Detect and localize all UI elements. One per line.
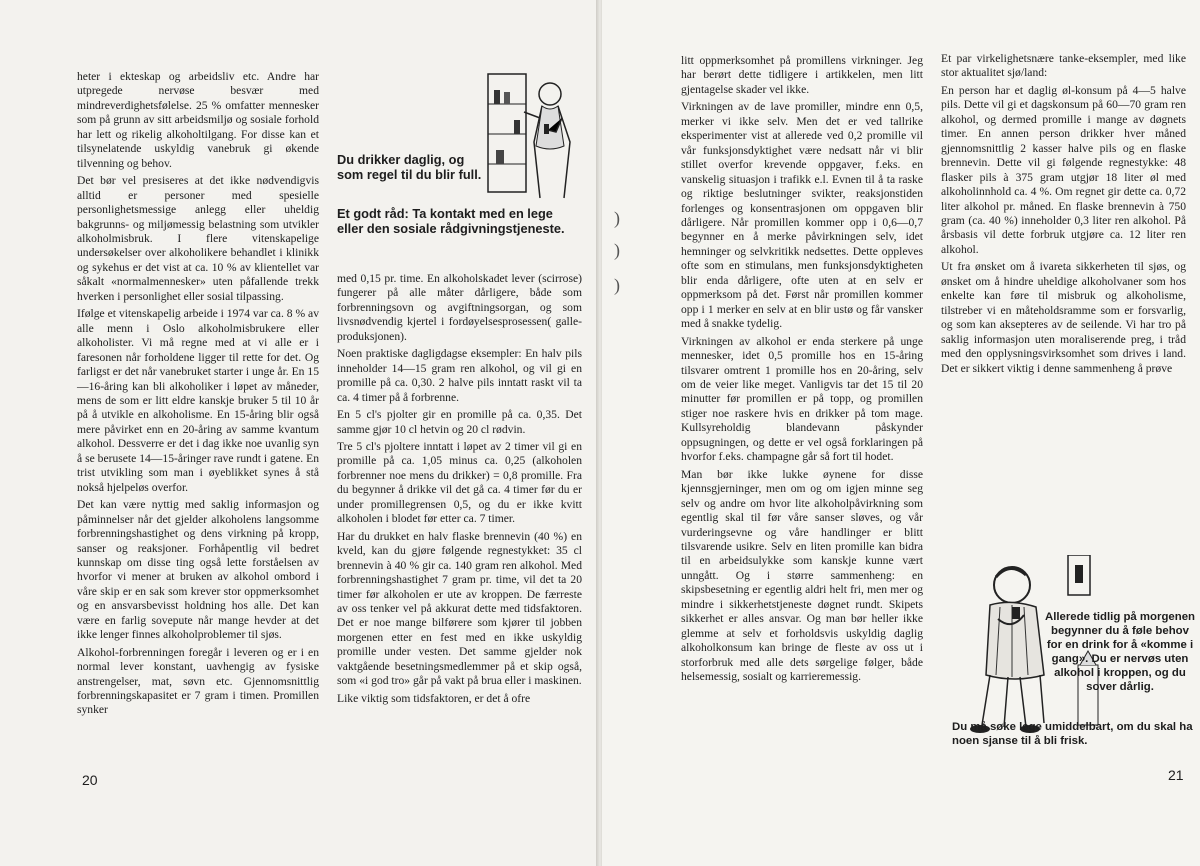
- left-page: [0, 0, 598, 866]
- paragraph: Ifølge et vitenskapelig arbeide i 1974 var ca. 8 % av alle menn i Oslo alkoholmisbrukere eller alkoholister. Vi må regne med at vi alle er i faresonen når forholdene ligger til rette for det. Og farligst er det når vanebruket starter i unge år. En 15—16-åring kan bli alkoholiker i løpet av måneder, mens de som er litt eldre kanskje bruker 5 til 10 år på å utvikle en alkoholisme. En 15-åring blir også mere påvirket enn en 20-åring av samme kvantum alkohol. Dessverre er det i dag ikke noe uvanlig syn å se berusete 14—15-åringer rave rundt i gatene. En trist utvikling som man i øyeblikket synes å stå nokså hjelpeløs overfor.: [77, 307, 319, 494]
- paragraph: Virkningen av alkohol er enda sterkere på unge mennesker, idet 0,5 promille hos en 15-åring tilsvarer omtrent 1 promille hos en 20-åring, selv om de veier like meget. Vanligvis tar det 15 til 20 minutter før promillen er på topp, og promillen stiger noe raskere hvis en drikker på tom mage. Kullsyreholdig blandevann påskynder oppsugningen, og dette er vel også forklaringen på hvorfor f.eks. champagne går så fort til hodet.: [681, 334, 923, 464]
- caption-bold-2: Et godt råd: Ta kontakt med en lege eller den sosiale rådgivningstjeneste.: [337, 206, 565, 236]
- paren-mark: ): [614, 208, 620, 228]
- caption-bold-1: Du drikker daglig, og som regel til du blir full.: [337, 152, 482, 182]
- paragraph: Tre 5 cl's pjoltere inntatt i løpet av 2 timer vil gi en promille på ca. 1,05 minus ca. 0,25 (alkoholen forbrenner noe mens du drikker) = 0,8 promille. Fra du begynner å drikke vil det gå ca. 4 timer før du er under promillegrensen 0,5, og du er ikke kvitt alkoholen i blodet før etter ca. 7 timer.: [337, 439, 582, 526]
- paragraph: Like viktig som tidsfaktoren, er det å ofre: [337, 691, 531, 705]
- caption-bold-3: Allerede tidlig på morgenen begynner du å føle behov for en drink for å «komme i gang». Du er nervøs uten alkohol i kroppen, og du sover dårlig.: [1044, 611, 1195, 693]
- paren-mark: ): [614, 275, 620, 295]
- paragraph: Et par virkelighetsnære tanke-eksempler, med like stor aktualitet sjø/land:: [941, 52, 1186, 80]
- right-column-1: [681, 54, 923, 687]
- left-column-1: [77, 70, 319, 721]
- man-at-refrigerator-illustration: [486, 72, 586, 202]
- paragraph: med 0,15 pr. time. En alkoholskadet lever (scirrose) fungerer på alle måter dårligere, både som forbrenningsovn og avgiftningsorgan, og som livsnødvendig kjertel i fordøyelsesprosessen( galle-produksjonen).: [337, 272, 582, 343]
- page-number-right: 21: [1168, 767, 1184, 783]
- paragraph: En 5 cl's pjolter gir en promille på ca. 0,35. Det samme gjør 10 cl hetvin og 20 cl rødvin.: [337, 408, 582, 436]
- paragraph: En person har et daglig øl-konsum på 4—5 halve pils. Dette vil gi et dagskonsum på 60—70 gram ren alkohol, og dermed promille i mange av døgnets timer. En annen person drikker hver måned gjennomsnittlig 2 kasser halve pils og en flaske brennevin. Dette vil gi følgende regnestykke: 48 flasker pils à 375 gram utgjør 18 liter øl med alkoholinnhold ca. 4 %. Om regnet gir dette ca. 0,72 liter alkohol pr. måned. En flaske brennevin à 750 gram (ca. 40 %) inneholder 0,3 liter ren alkohol. På årsbasis vil dette forbruk utgjøre ca. 12 liter ren alkohol.: [941, 83, 1186, 256]
- paragraph: heter i ekteskap og arbeidsliv etc. Andre har utpregede nervøse besvær med mindreverdighetsfølelse. 25 % omfatter mennesker som på grunn av sitt arbeidsmiljø og sosiale forhold har lett og rikelig alkoholtilgang. For disse kan et tilsynelatende uskyldig vanebruk gi økende tilvenning og behov.: [77, 70, 319, 170]
- caption-bold-4: Du må søke lege umiddelbart, om du skal ha noen sjanse til å bli frisk.: [952, 721, 1193, 747]
- paragraph: Virkningen av de lave promiller, mindre enn 0,5, merker vi ikke selv. Men det er ved tallrike eksperimenter vist at allerede ved 0,2 promille vil vår funksjonsdyktighet være nedsatt når vi blir stillet overfor krevende oppgaver, f.eks. en vanskelig situasjon i trafikk e.l. Evnen til å ta raske og riktige beslutninger svikter, reaksjonstiden forlenges og konsentrasjonen om oppgaven blir dårligere. Når promillen kommer opp i 0,6—0,7 begynner en å merke påvirkningen selv, idet hemninger og selvkritikk nedsettes. Dette oppleves ofte som en stimulans, men funksjonsdyktigheten blir enda dårligere, ofte uten at en selv er oppmerksom på det. Først når promillen kommer opp i 1 merker en selv at en blir ustø og får vansker med å snakke tydelig.: [681, 100, 923, 331]
- paragraph: litt oppmerksomhet på promillens virkninger. Jeg har berørt dette tidligere i artikkelen, men litt gjentagelse skader vel ikke.: [681, 54, 923, 96]
- paragraph: Ut fra ønsket om å ivareta sikkerheten til sjøs, og ønsket om å hindre uheldige alkoholvaner som hos enkelte kan føre til misbruk og alkoholisme, tilstreber vi en måteholdsramme som er forsvarlig, og som kan aksepteres av de seilende. Vi har tro på saklig informasjon uten moraliserende preg, i tråd med den opplysningsvirksomhet som drives i land. Det er sikkert viktig i denne sammenheng å prøve: [941, 260, 1186, 375]
- right-column-2: [941, 52, 1186, 379]
- paragraph: Har du drukket en halv flaske brennevin (40 %) en kveld, kan du gjøre følgende regnestykket: 35 cl brennevin à 40 % gir ca. 140 gram ren alkohol. Med forbrenningshastighet 7 gram pr. time, vil det ta 20 timer før alkoholen er ute av kroppen. De færreste av oss tenker vel på akkurat dette med tidsfaktoren. Det er noe mange bilførere som kjører til jobben morgenen etter en fest med en ikke uskyldig promille under vesten. Det samme gjelder nok vaktgående besetningsmedlemmer på et skip også, som «i god tro» går på vakt på brua eller i maskinen.: [337, 529, 582, 688]
- paragraph: Det kan være nyttig med saklig informasjon og påminnelser når det gjelder alkoholens langsomme forbrenningshastighet og dens virkning på kropp, sanser og reaksjoner. Forhåpentlig vil bedret kunnskap om disse ting også lette forståelsen av hvorfor vi mener at bruken av alkohol ombord i våre skip er en sak som krever stor oppmerksomhet og en ansvarsbevisst holdning hos alle. Det kan være en farlig sovepute når mange hevder at det ikke lenger finnes alkoholproblemer til sjøs.: [77, 498, 319, 642]
- paragraph: Det bør vel presiseres at det ikke nødvendigvis alltid er personer med spesielle personlighetsmessige anlegg eller uheldig bakgrunns- og miljømessig belastning som utvikler alkoholmisbruk. I flere vitenskapelige undersøkelser over alkoholikere behandlet i klinikk og sykehus er det vist at ca. 10 % av klientellet var såkalt «normalmennesker» uten påfallende trekk hverken i personlighet eller sosial tilpassing.: [77, 174, 319, 303]
- paragraph: Man bør ikke lukke øynene for disse kjennsgjerninger, men om og om igjen minne seg selv og andre om hvor lite alkoholpåvirkning som egentlig skal til før våre sanser sløves, og vår vurderingsevne og våre handlinger er blitt tilsvarende usikre. Selv en liten promille kan bidra til en arbeidsulykke som kanskje kunne vært unngått. Og i større sammenheng: en skipsbesetning er egentlig aldri helt fri, men mer og mindre i sikkerhetstjeneste døgnet rundt. Skipets sikkerhet er alles ansvar. Og man bør heller ikke glemme at selv et forholdsvis uskyldig daglig alkoholkonsum kan bringe de fleste av oss ut i storforbruk med alle dets sørgelige følger, både helsemessig, sosialt og karrieremessig.: [681, 467, 923, 684]
- paren-mark: ): [614, 240, 620, 260]
- paragraph: Alkohol-forbrenningen foregår i leveren og er i en normal lever konstant, uavhengig av fysiske anstrengelser, mat, søvn etc. Gjennomsnittlig forbrenningskapasitet er 7 gram i timen. Promillen synker: [77, 645, 319, 717]
- paragraph: Noen praktiske dagligdagse eksempler: En halv pils inneholder 14—15 gram ren alkohol, og vil gi en promille på ca. 0,30. 2 halve pils inntatt raskt vil ta ca. 4 timer på å forbrenne.: [337, 347, 582, 404]
- left-column-2: [337, 272, 582, 709]
- page-number-left: 20: [82, 772, 98, 788]
